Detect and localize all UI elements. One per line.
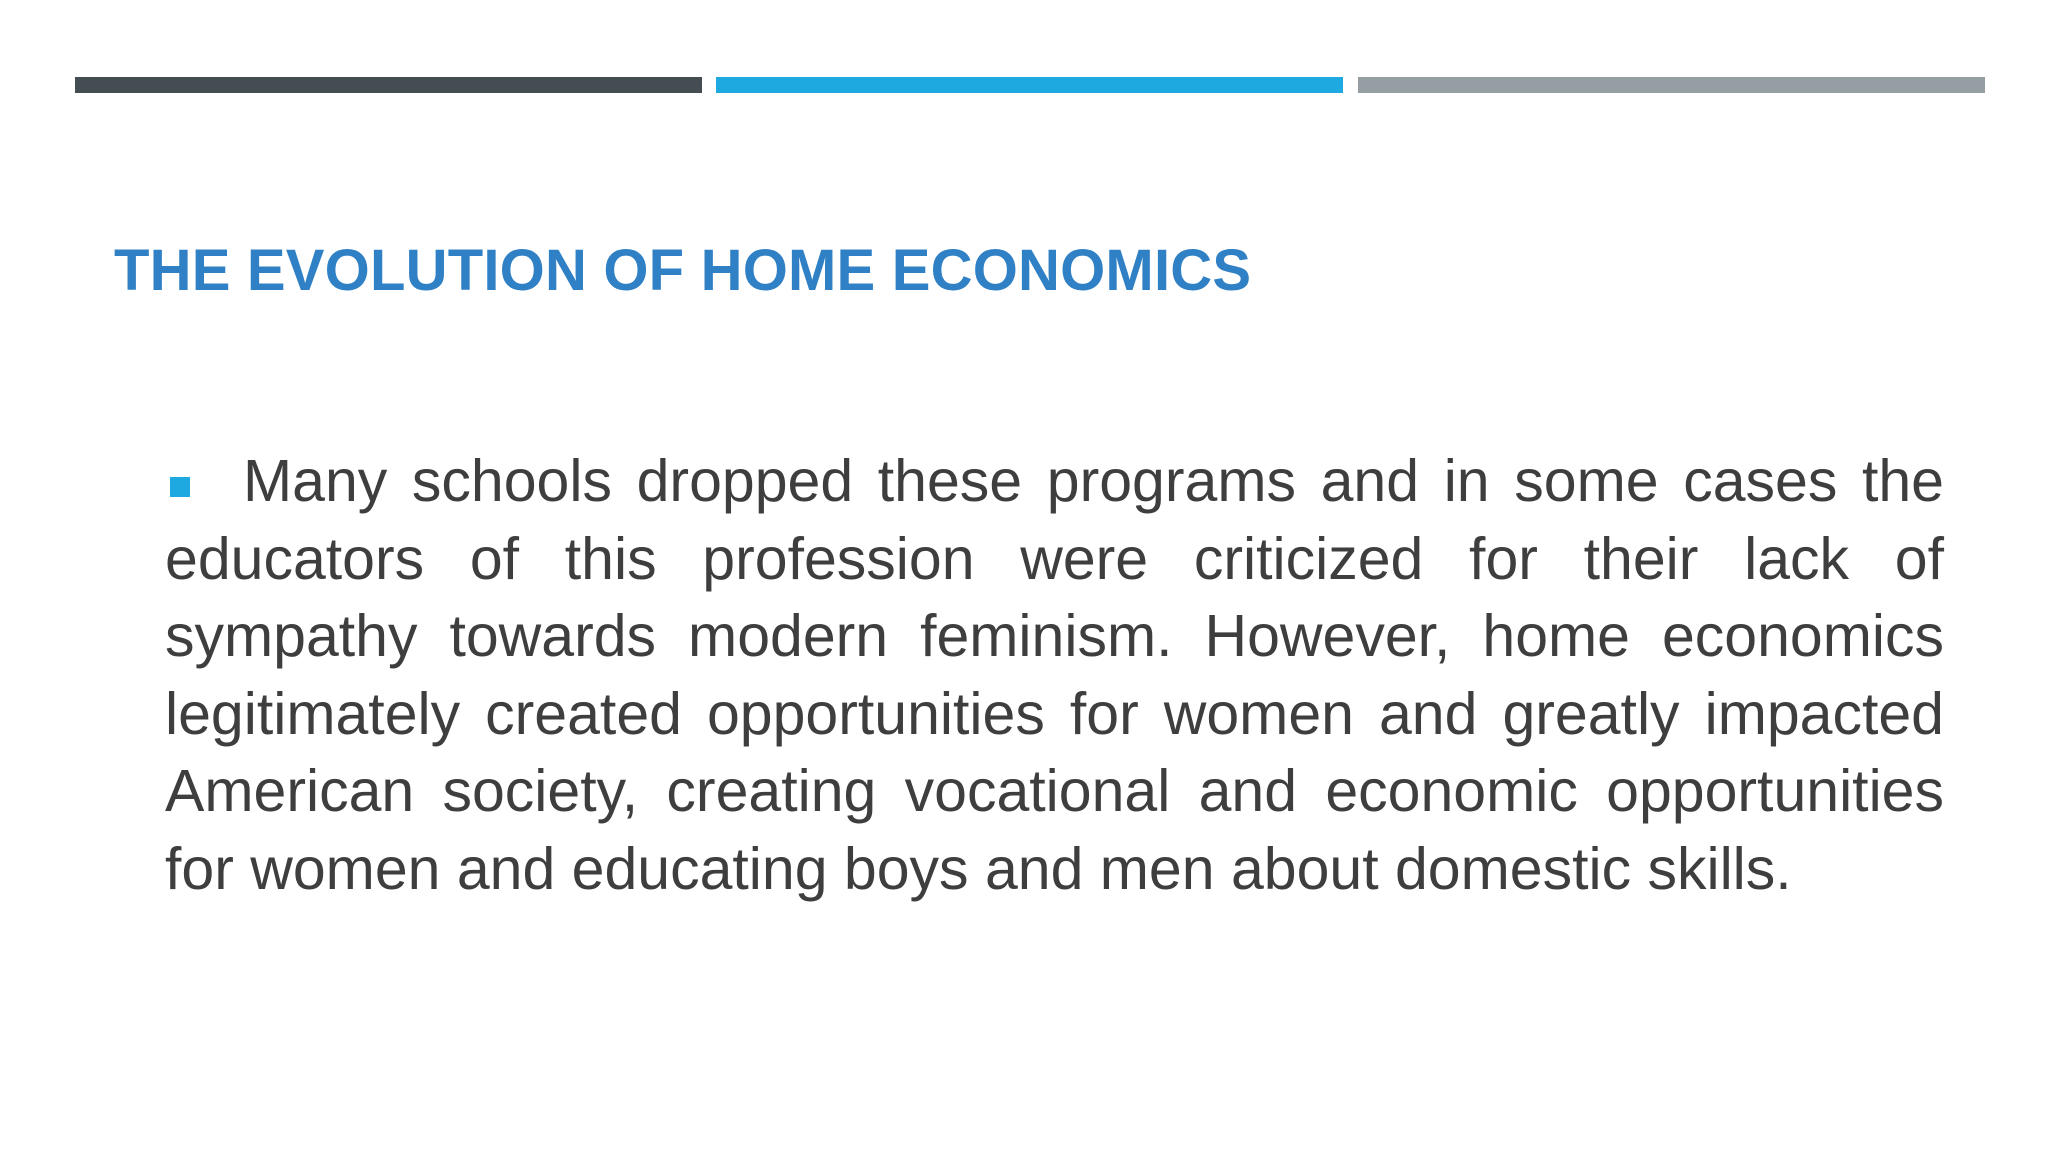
accent-bar-dark — [75, 77, 702, 93]
accent-bar-blue — [716, 77, 1343, 93]
accent-bar-gray — [1358, 77, 1985, 93]
bullet-text: Many schools dropped these programs and in some cases the educators of this profession were criticized for their lack of sympathy towards modern feminism. However, home economics legitimately created opportunities for women and greatly impacted American society, creating vocational and economic opportunities for women and educating boys and men about domestic skills. — [165, 448, 1944, 902]
slide-title: THE EVOLUTION OF HOME ECONOMICS — [114, 238, 1252, 303]
square-bullet-icon — [170, 477, 190, 497]
bullet-list — [165, 443, 1944, 908]
